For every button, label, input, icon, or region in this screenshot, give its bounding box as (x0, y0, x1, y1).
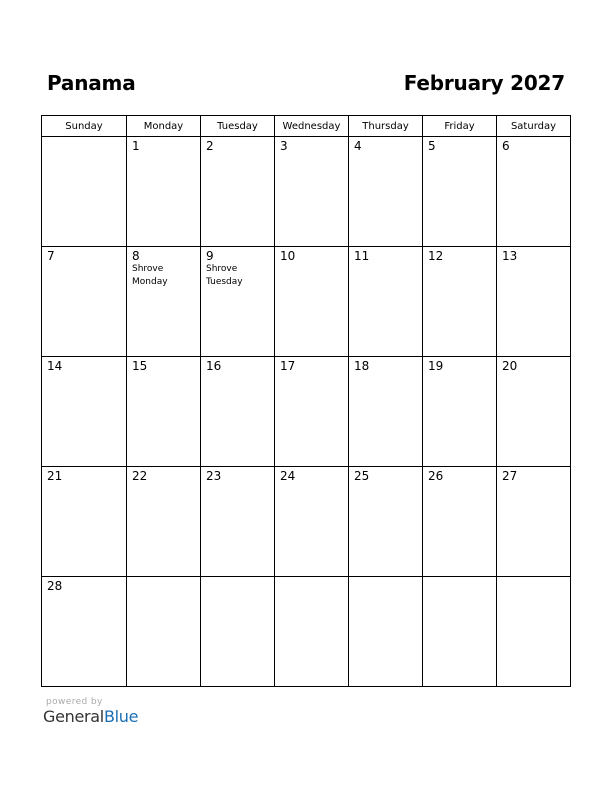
weekday-header: Wednesday (275, 116, 349, 137)
day-number: 14 (47, 359, 63, 373)
holiday-label: Tuesday (206, 277, 243, 287)
day-number (423, 577, 496, 580)
day-cell (497, 577, 571, 687)
weekday-header: Sunday (42, 116, 127, 137)
holiday-label: Shrove (206, 264, 238, 274)
holiday-label: Monday (132, 277, 168, 287)
day-number: 27 (502, 469, 518, 483)
day-cell (423, 247, 497, 357)
day-number: 24 (280, 469, 296, 483)
day-cell (127, 247, 201, 357)
week-row (42, 357, 571, 467)
day-number (275, 577, 348, 580)
day-number: 17 (280, 359, 296, 373)
day-number: 23 (206, 469, 222, 483)
day-cell (201, 357, 275, 467)
generalblue-logo (43, 707, 138, 727)
day-cell (349, 577, 423, 687)
week-row (42, 137, 571, 247)
day-number (497, 577, 570, 580)
day-cell (275, 357, 349, 467)
day-number: 8 (132, 249, 140, 263)
country-title: Panama (47, 71, 136, 95)
day-number: 25 (354, 469, 370, 483)
day-cell (349, 247, 423, 357)
day-cell (497, 357, 571, 467)
day-cell (127, 467, 201, 577)
powered-by-text: powered by (46, 697, 103, 707)
day-cell (423, 357, 497, 467)
day-cell (42, 137, 127, 247)
day-cell (42, 467, 127, 577)
day-number: 26 (428, 469, 444, 483)
brand-second: Blue (103, 707, 139, 726)
day-cell (275, 247, 349, 357)
footer (43, 697, 138, 727)
day-number: 2 (206, 139, 214, 153)
day-cell (127, 577, 201, 687)
day-cell (275, 467, 349, 577)
month-title: February 2027 (403, 71, 565, 95)
day-cell (349, 137, 423, 247)
day-cell (423, 137, 497, 247)
day-cell (275, 137, 349, 247)
day-number: 3 (280, 139, 288, 153)
day-number: 4 (354, 139, 362, 153)
day-cell (497, 247, 571, 357)
day-cell (42, 577, 127, 687)
weekday-header: Tuesday (201, 116, 275, 137)
weekday-header: Friday (423, 116, 497, 137)
day-cell (42, 247, 127, 357)
weekday-header: Saturday (497, 116, 571, 137)
day-cell (497, 137, 571, 247)
holiday-label: Shrove (132, 264, 164, 274)
weekday-header: Monday (127, 116, 201, 137)
day-number: 15 (132, 359, 148, 373)
day-number: 21 (47, 469, 63, 483)
day-number (127, 577, 200, 580)
week-row (42, 577, 571, 687)
day-number: 13 (502, 249, 518, 263)
day-number: 22 (132, 469, 148, 483)
calendar-grid (41, 115, 571, 687)
day-cell (423, 577, 497, 687)
day-cell (275, 577, 349, 687)
day-cell (42, 357, 127, 467)
day-number: 7 (47, 249, 55, 263)
day-number: 19 (428, 359, 444, 373)
day-cell (497, 467, 571, 577)
day-number: 6 (502, 139, 510, 153)
day-number (349, 577, 422, 580)
day-cell (201, 247, 275, 357)
day-number (42, 137, 126, 140)
brand-first: General (43, 707, 104, 726)
day-cell (349, 357, 423, 467)
day-number: 10 (280, 249, 296, 263)
day-number: 5 (428, 139, 436, 153)
day-cell (201, 137, 275, 247)
day-cell (201, 467, 275, 577)
week-row (42, 247, 571, 357)
day-number: 9 (206, 249, 214, 263)
day-number: 11 (354, 249, 370, 263)
day-number: 1 (132, 139, 140, 153)
day-number: 18 (354, 359, 370, 373)
day-cell (349, 467, 423, 577)
week-row (42, 467, 571, 577)
weekday-header-row (42, 116, 571, 137)
day-number (201, 577, 274, 580)
day-cell (423, 467, 497, 577)
weekday-header: Thursday (349, 116, 423, 137)
day-cell (127, 357, 201, 467)
day-number: 28 (47, 579, 63, 593)
day-number: 12 (428, 249, 444, 263)
day-cell (127, 137, 201, 247)
day-number: 20 (502, 359, 518, 373)
day-number: 16 (206, 359, 222, 373)
day-cell (201, 577, 275, 687)
